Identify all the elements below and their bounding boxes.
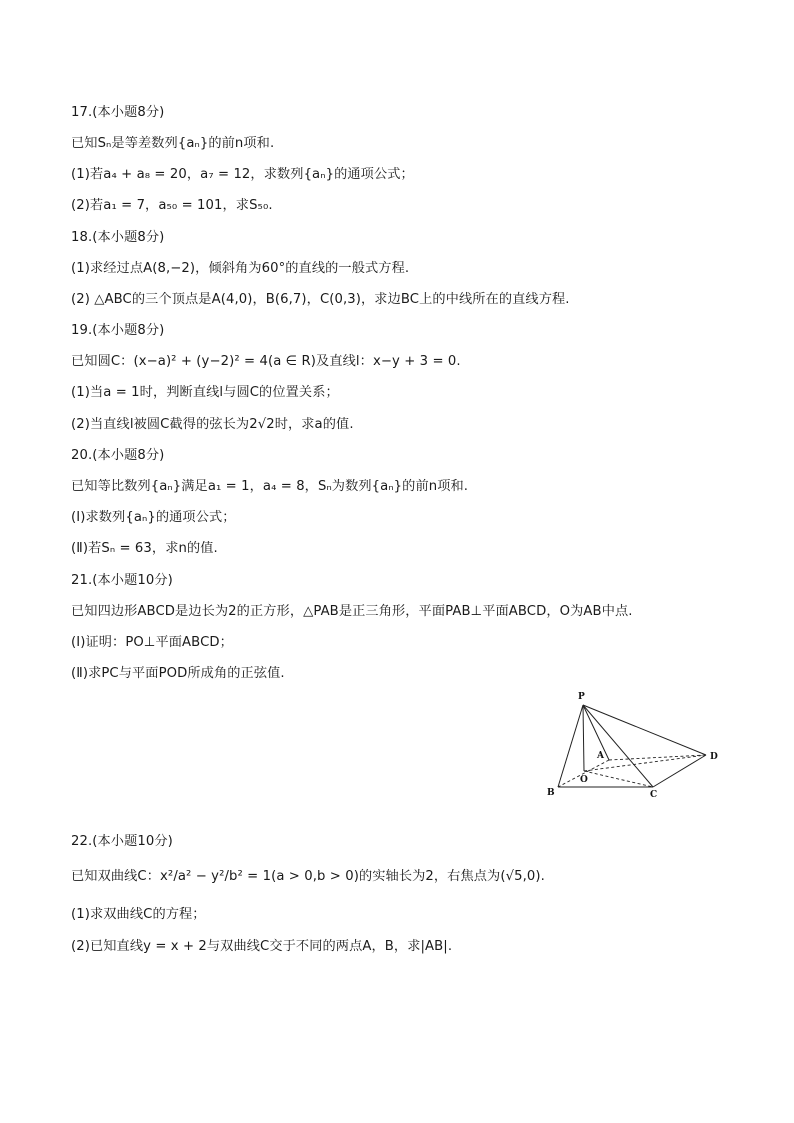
edge-PC xyxy=(583,705,653,787)
problem-22-statement: 已知双曲线C：x²/a² − y²/b² = 1(a > 0,b > 0)的实轴长为2，右焦点为(√5,0). xyxy=(71,869,545,884)
edge-PO xyxy=(583,705,584,771)
edge-PD xyxy=(583,705,706,755)
edge-OC xyxy=(584,771,653,787)
edge-PA xyxy=(583,705,609,760)
problem-17-part-1: (1)若a₄ + a₈ = 20，a₇ = 12，求数列{aₙ}的通项公式； xyxy=(71,167,414,182)
problem-17-part-2: (2)若a₁ = 7，a₅₀ = 101，求S₅₀. xyxy=(71,198,273,213)
vertex-label-D: D xyxy=(710,752,718,762)
problem-21-part-2: (Ⅱ)求PC与平面POD所成角的正弦值. xyxy=(71,666,285,681)
edge-AD xyxy=(609,755,706,760)
problem-20-heading: 20.(本小题8分) xyxy=(71,448,165,463)
vertex-label-B: B xyxy=(547,788,555,798)
pyramid-diagram xyxy=(540,688,730,803)
vertex-label-A: A xyxy=(597,751,604,761)
problem-17-statement: 已知Sₙ是等差数列{aₙ}的前n项和. xyxy=(71,136,275,151)
problem-21-heading: 21.(本小题10分) xyxy=(71,573,173,588)
problem-18-heading: 18.(本小题8分) xyxy=(71,230,165,245)
problem-21-part-1: (Ⅰ)证明：PO⊥平面ABCD； xyxy=(71,635,233,650)
problem-19-heading: 19.(本小题8分) xyxy=(71,323,165,338)
pyramid-figure xyxy=(540,688,730,803)
problem-20-part-2: (Ⅱ)若Sₙ = 63，求n的值. xyxy=(71,541,218,556)
problem-20-part-1: (Ⅰ)求数列{aₙ}的通项公式； xyxy=(71,510,236,525)
problem-22-part-1: (1)求双曲线C的方程； xyxy=(71,907,206,922)
problem-22-heading: 22.(本小题10分) xyxy=(71,834,173,849)
problem-18-part-2: (2) △ABC的三个顶点是A(4,0)，B(6,7)，C(0,3)，求边BC上的中线所在的直线方程. xyxy=(71,292,570,307)
problem-21-statement: 已知四边形ABCD是边长为2的正方形，△PAB是正三角形，平面PAB⊥平面ABCD，O为AB中点. xyxy=(71,604,633,619)
problem-18-part-1: (1)求经过点A(8,−2)，倾斜角为60°的直线的一般式方程. xyxy=(71,261,410,276)
problem-22-part-2: (2)已知直线y = x + 2与双曲线C交于不同的两点A，B，求|AB|. xyxy=(71,939,453,954)
problem-19-statement: 已知圆C：(x−a)² + (y−2)² = 4(a ∈ R)及直线l：x−y + 3 = 0. xyxy=(71,354,461,369)
problem-20-statement: 已知等比数列{aₙ}满足a₁ = 1，a₄ = 8，Sₙ为数列{aₙ}的前n项和. xyxy=(71,479,469,494)
vertex-label-O: O xyxy=(580,775,588,785)
problem-19-part-2: (2)当直线l被圆C截得的弦长为2√2时，求a的值. xyxy=(71,417,354,432)
vertex-label-P: P xyxy=(578,692,585,702)
edge-CD xyxy=(653,755,706,787)
problem-19-part-1: (1)当a = 1时，判断直线l与圆C的位置关系； xyxy=(71,385,339,400)
vertex-label-C: C xyxy=(650,790,658,800)
problem-17-heading: 17.(本小题8分) xyxy=(71,105,165,120)
